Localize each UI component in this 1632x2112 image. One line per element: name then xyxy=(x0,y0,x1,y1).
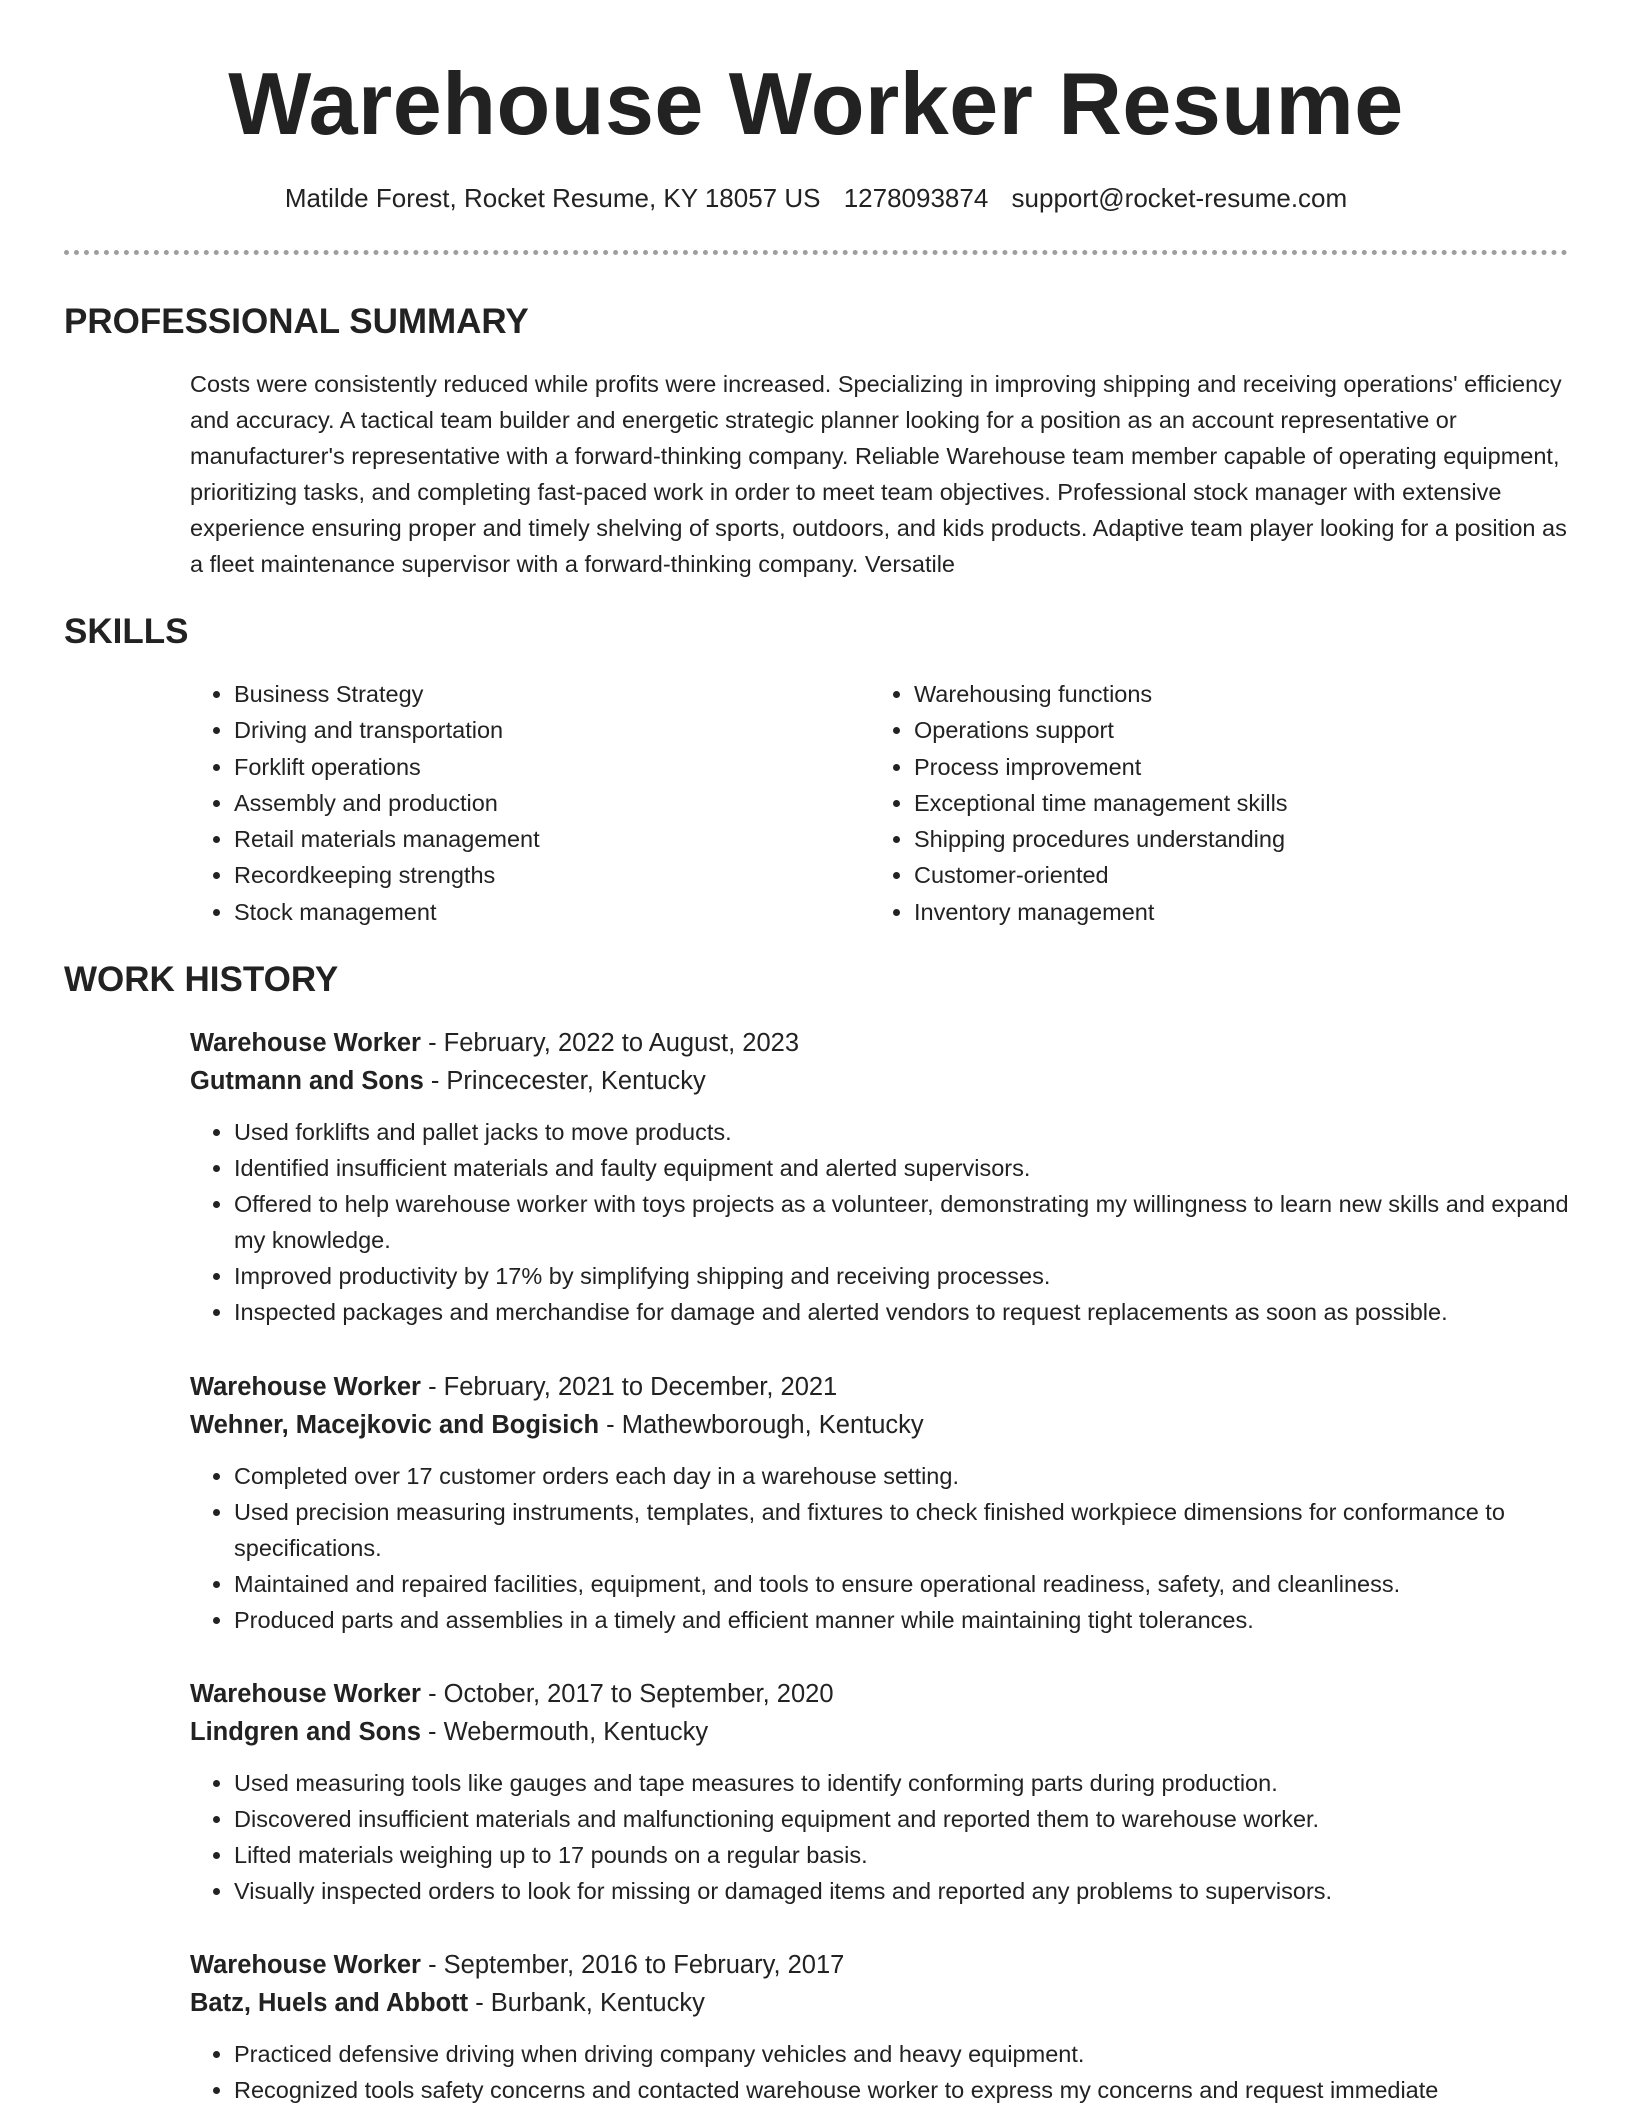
job-location: - Princecester, Kentucky xyxy=(423,1067,706,1095)
job-dates: - September, 2016 to February, 2017 xyxy=(420,1951,845,1979)
job-bullets xyxy=(190,1458,1570,1638)
job-bullet: • Used forklifts and pallet jacks to move products. xyxy=(234,1114,1570,1150)
skill-item: • Exceptional time management skills xyxy=(914,785,1574,821)
contact-address: Matilde Forest, Rocket Resume, KY 18057 US xyxy=(284,183,821,213)
work-history-heading: WORK HISTORY xyxy=(64,960,339,999)
job-company: Gutmann and Sons xyxy=(190,1067,424,1095)
job-company-line xyxy=(190,1984,1570,2022)
job-company: Batz, Huels and Abbott xyxy=(190,1989,469,2017)
summary-heading: PROFESSIONAL SUMMARY xyxy=(64,302,529,341)
job-dates: - February, 2021 to December, 2021 xyxy=(420,1373,838,1401)
skill-item: • Driving and transportation xyxy=(234,712,854,748)
job-bullets xyxy=(190,2036,1570,2108)
resume-title: Warehouse Worker Resume xyxy=(228,54,1404,153)
job-bullet: • Maintained and repaired facilities, equipment, and tools to ensure operational readiness, safety, and cleanliness. xyxy=(234,1566,1570,1602)
job-entry xyxy=(190,1024,1570,1330)
skill-item: • Recordkeeping strengths xyxy=(234,857,854,893)
skill-item: • Process improvement xyxy=(914,749,1574,785)
job-location: - Webermouth, Kentucky xyxy=(420,1718,709,1746)
job-bullets xyxy=(190,1114,1570,1330)
skills-list-left xyxy=(190,676,854,930)
job-title-line xyxy=(190,1946,1570,1984)
job-entry xyxy=(190,1675,1570,1909)
job-bullet: • Inspected packages and merchandise for damage and alerted vendors to request replacements as soon as possible. xyxy=(234,1294,1570,1330)
contact-line xyxy=(0,180,1632,216)
job-company-line xyxy=(190,1406,1570,1444)
job-bullet: • Visually inspected orders to look for missing or damaged items and reported any problems to supervisors. xyxy=(234,1873,1570,1909)
job-dates: - October, 2017 to September, 2020 xyxy=(420,1680,834,1708)
job-title-line xyxy=(190,1675,1570,1713)
skills-list-right xyxy=(870,676,1574,930)
skill-item: • Forklift operations xyxy=(234,749,854,785)
job-company: Wehner, Macejkovic and Bogisich xyxy=(190,1411,600,1439)
summary-text: Costs were consistently reduced while profits were increased. Specializing in improving shipping and receiving operations' efficiency and accuracy. A tactical team builder and energetic strategic planner looking for a position as an account representative or manufacturer's representative with a forward-thinking company. Reliable Warehouse team member capable of operating equipment, prioritizing tasks, and completing fast-paced work in order to meet team objectives. Professional stock manager with extensive experience ensuring proper and timely shelving of sports, outdoors, and kids products. Adaptive team player looking for a position as a fleet maintenance supervisor with a forward-thinking company. Versatile xyxy=(190,371,1567,577)
contact-phone: 1278093874 xyxy=(843,183,989,213)
job-entry xyxy=(190,1946,1570,2108)
skill-item: • Customer-oriented xyxy=(914,857,1574,893)
job-entry xyxy=(190,1368,1570,1638)
job-bullet: • Used measuring tools like gauges and tape measures to identify conforming parts during production. xyxy=(234,1765,1570,1801)
job-title-line xyxy=(190,1368,1570,1406)
skill-item: • Assembly and production xyxy=(234,785,854,821)
job-bullet: • Recognized tools safety concerns and contacted warehouse worker to express my concerns and request immediate xyxy=(234,2072,1570,2108)
job-location: - Mathewborough, Kentucky xyxy=(599,1411,924,1439)
job-bullet: • Discovered insufficient materials and malfunctioning equipment and reported them to warehouse worker. xyxy=(234,1801,1570,1837)
header-divider xyxy=(64,250,1568,255)
skill-item: • Operations support xyxy=(914,712,1574,748)
job-bullet: • Identified insufficient materials and faulty equipment and alerted supervisors. xyxy=(234,1150,1570,1186)
skill-item: • Retail materials management xyxy=(234,821,854,857)
skills-heading: SKILLS xyxy=(64,612,189,651)
job-title: Warehouse Worker xyxy=(190,1373,421,1401)
job-title-line xyxy=(190,1024,1570,1062)
skill-item: • Stock management xyxy=(234,894,854,930)
job-bullets xyxy=(190,1765,1570,1909)
job-company-line xyxy=(190,1062,1570,1100)
skill-item: • Inventory management xyxy=(914,894,1574,930)
job-bullet: • Offered to help warehouse worker with toys projects as a volunteer, demonstrating my willingness to learn new skills and expand my knowledge. xyxy=(234,1186,1570,1258)
job-bullet: • Lifted materials weighing up to 17 pounds on a regular basis. xyxy=(234,1837,1570,1873)
job-bullet: • Produced parts and assemblies in a timely and efficient manner while maintaining tight tolerances. xyxy=(234,1602,1570,1638)
job-location: - Burbank, Kentucky xyxy=(468,1989,705,2017)
job-title: Warehouse Worker xyxy=(190,1680,421,1708)
job-company: Lindgren and Sons xyxy=(190,1718,421,1746)
job-bullet: • Completed over 17 customer orders each day in a warehouse setting. xyxy=(234,1458,1570,1494)
job-bullet: • Used precision measuring instruments, templates, and fixtures to check finished workpiece dimensions for conformance to specifications. xyxy=(234,1494,1570,1566)
job-title: Warehouse Worker xyxy=(190,1951,421,1979)
skill-item: • Warehousing functions xyxy=(914,676,1574,712)
job-bullet: • Improved productivity by 17% by simplifying shipping and receiving processes. xyxy=(234,1258,1570,1294)
job-dates: - February, 2022 to August, 2023 xyxy=(420,1029,800,1057)
skill-item: • Shipping procedures understanding xyxy=(914,821,1574,857)
contact-email: support@rocket-resume.com xyxy=(1011,183,1348,213)
job-title: Warehouse Worker xyxy=(190,1029,421,1057)
job-company-line xyxy=(190,1713,1570,1751)
skill-item: • Business Strategy xyxy=(234,676,854,712)
job-bullet: • Practiced defensive driving when driving company vehicles and heavy equipment. xyxy=(234,2036,1570,2072)
